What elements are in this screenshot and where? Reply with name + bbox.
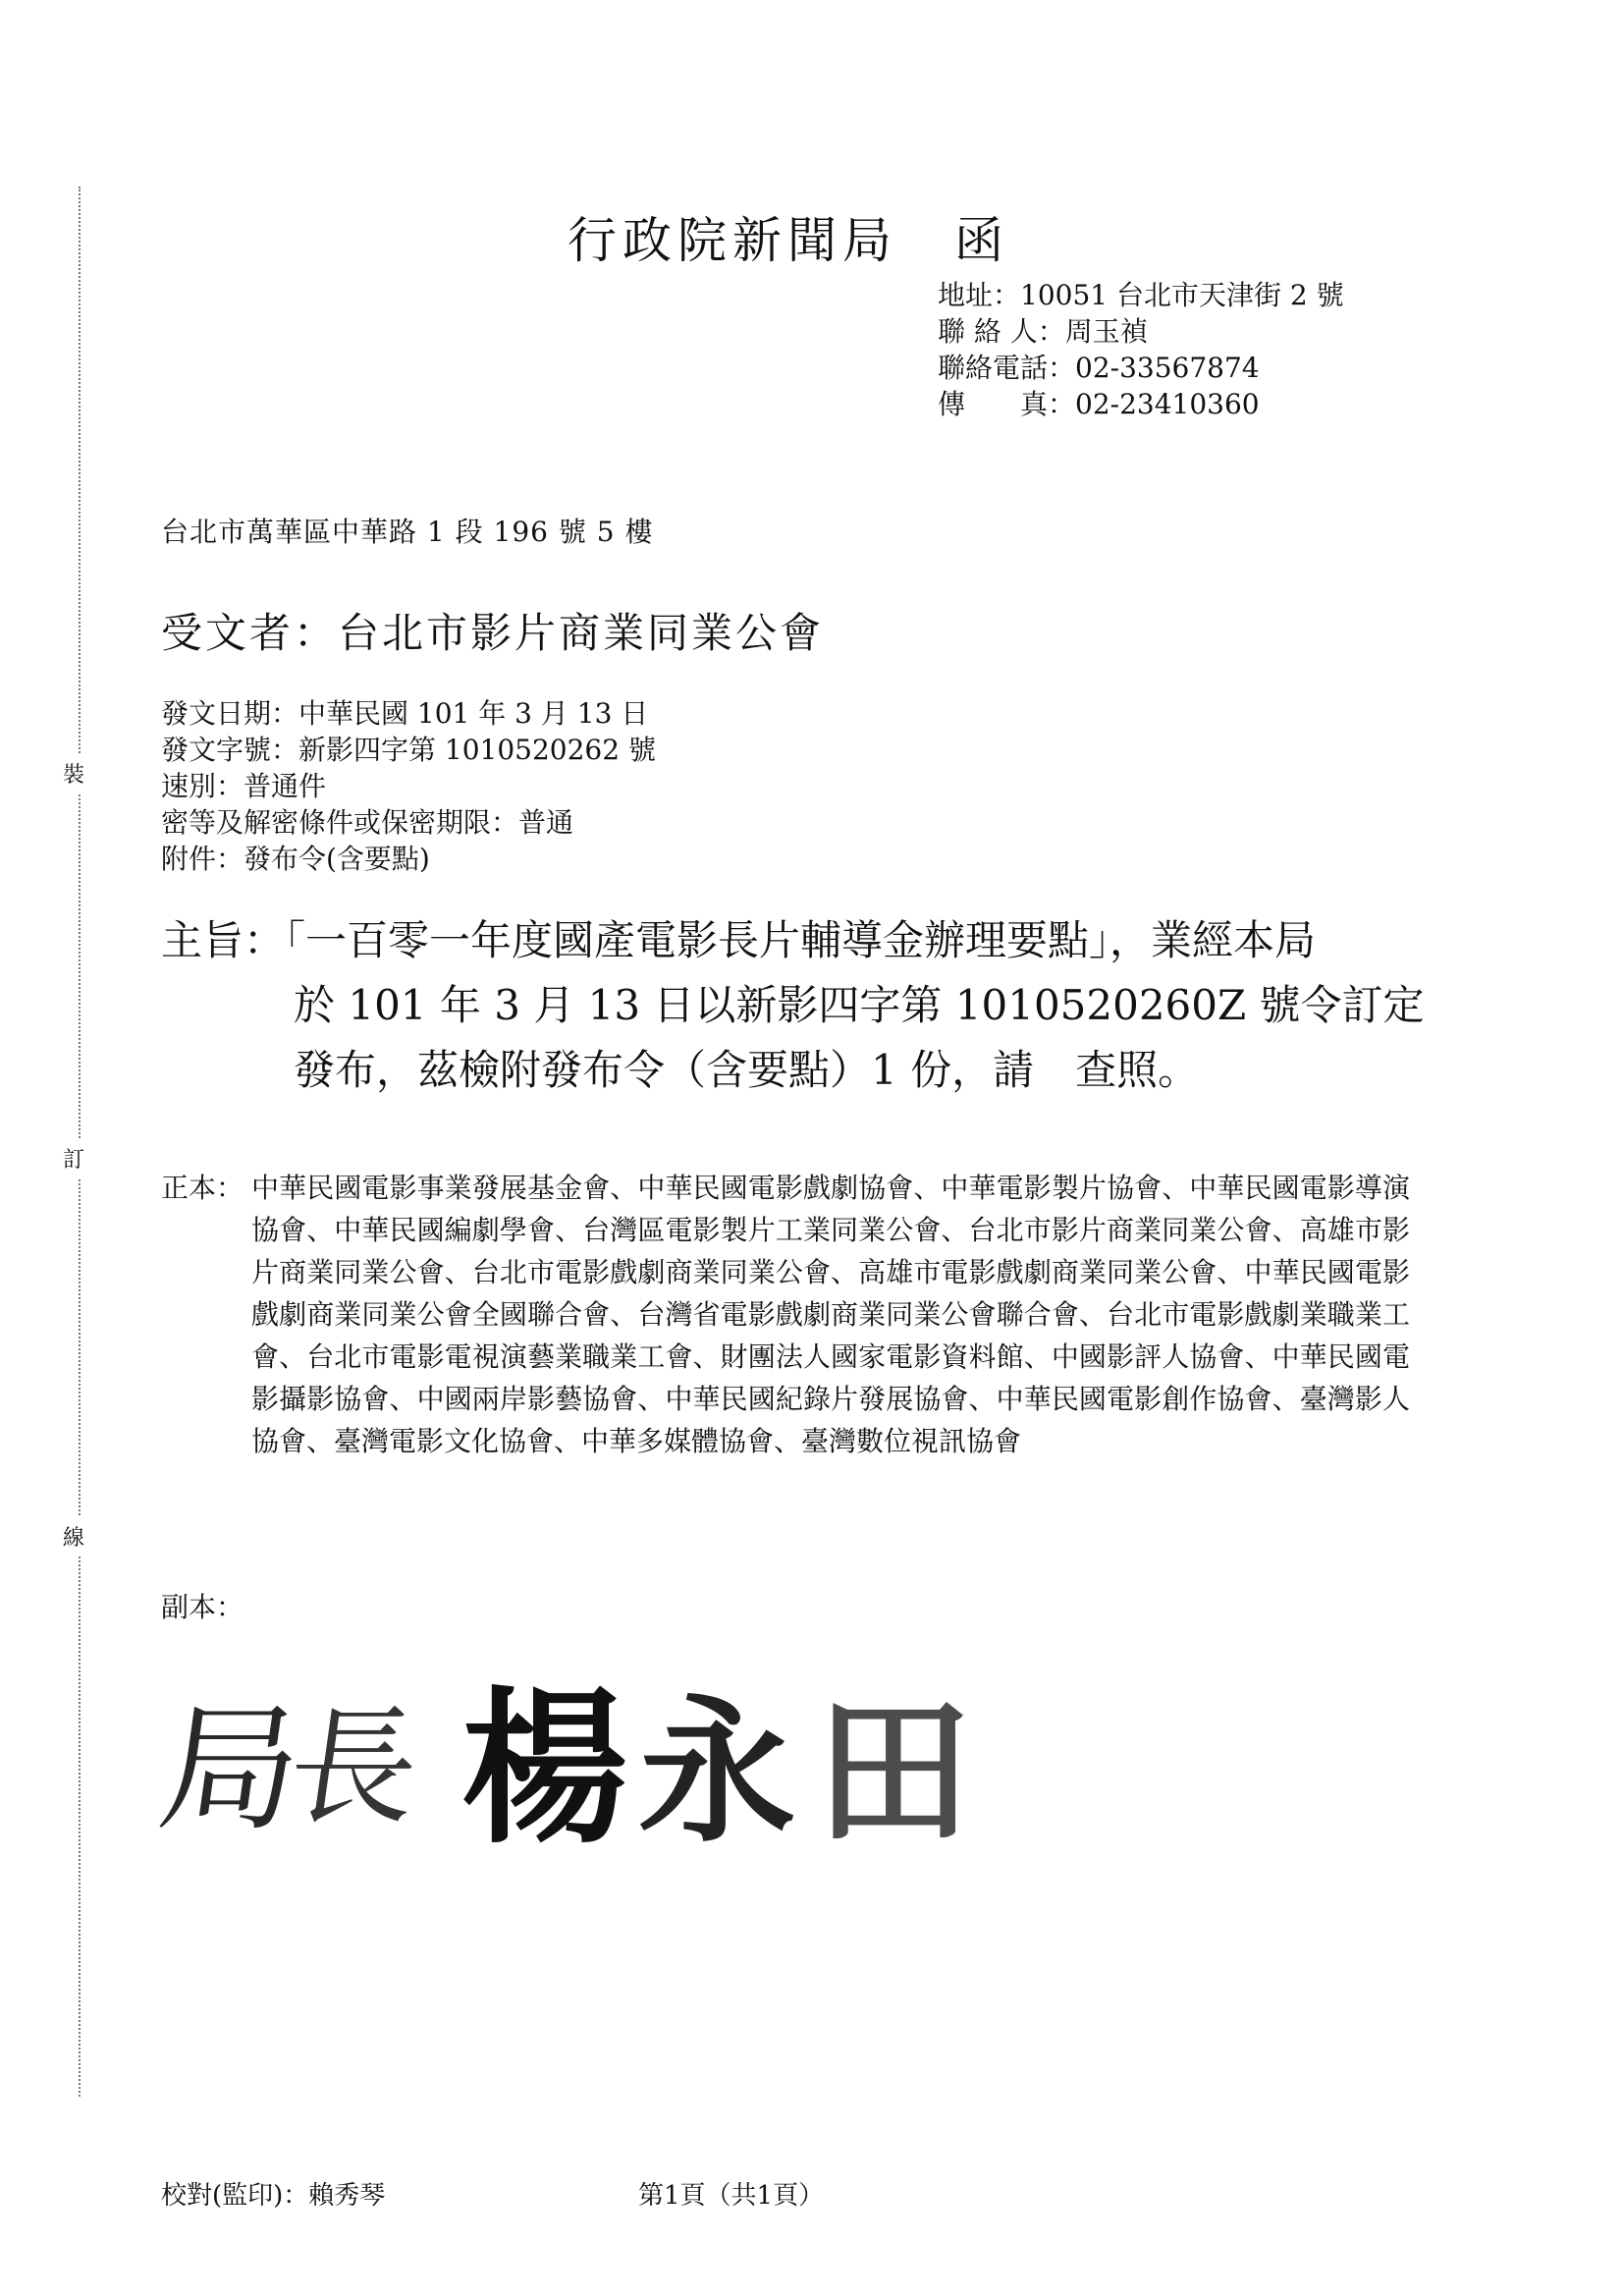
signature-image (150, 1665, 1021, 1867)
contact-person: 聯 絡 人：周玉禎 (938, 315, 1148, 348)
binding-mark-2: 訂 (63, 1139, 84, 1177)
svg-text:永: 永 (638, 1679, 796, 1864)
document-meta (161, 695, 656, 877)
subject-line-1: 主旨：「一百零一年度國產電影長片輔導金辦理要點」，業經本局 (161, 916, 1317, 964)
recipient-address: 台北市萬華區中華路 1 段 196 號 5 樓 (161, 516, 654, 548)
signature-stamp (150, 1665, 1021, 1867)
copy-label: 副本： (161, 1591, 244, 1623)
proofreader: 校對(監印)：賴秀琴 (161, 2181, 386, 2211)
contact-phone: 聯絡電話：02-33567874 (938, 352, 1260, 384)
delivery-speed: 速別：普通件 (161, 770, 327, 802)
svg-text:局: 局 (150, 1689, 311, 1850)
contact-address: 地址：10051 台北市天津街 2 號 (938, 279, 1344, 311)
svg-text:田: 田 (815, 1679, 973, 1864)
document-type: 函 (954, 212, 1009, 269)
contact-fax: 傳 真：02-23410360 (938, 388, 1260, 420)
distribution-list: 中華民國電影事業發展基金會、中華民國電影戲劇協會、中華電影製片協會、中華民國電影導演協會、中華民國編劇學會、台灣區電影製片工業同業公會、台北市影片商業同業公會、高雄市影片商業同業公會、台北市電影戲劇商業同業公會、高雄市電影戲劇商業同業公會、中華民國電影戲劇商業同業公會全國聯合會、台灣省電影戲劇商業同業公會聯合會、台北市電影戲劇業職業工會、台北市電影電視演藝業職業工會、財團法人國家電影資料館、中國影評人協會、中華民國電影攝影協會、中國兩岸影藝協會、中華民國紀錄片發展協會、中華民國電影創作協會、臺灣影人協會、臺灣電影文化協會、中華多媒體協會、臺灣數位視訊協會 (251, 1172, 1410, 1457)
attachment: 附件：發布令(含要點) (161, 843, 430, 875)
svg-text:楊: 楊 (461, 1670, 629, 1867)
binding-mark-3: 線 (63, 1517, 84, 1556)
distribution-label: 正本： (161, 1172, 244, 1204)
secrecy-level: 密等及解密條件或保密期限：普通 (161, 806, 574, 839)
contact-block (938, 277, 1344, 422)
subject-block (161, 908, 1425, 1103)
document-title (568, 201, 1009, 272)
agency-name: 行政院新聞局 (568, 212, 897, 269)
svg-text:長: 長 (279, 1693, 428, 1842)
binding-mark-1: 裝 (63, 754, 84, 793)
subject-line-2: 於 101 年 3 月 13 日以新影四字第 1010520260Z 號令訂定 (294, 981, 1425, 1029)
issue-number: 發文字號：新影四字第 1010520262 號 (161, 734, 656, 766)
subject-line-3: 發布，茲檢附發布令（含要點）1 份，請 查照。 (294, 1046, 1200, 1094)
issue-date: 發文日期：中華民國 101 年 3 月 13 日 (161, 697, 649, 730)
recipient: 受文者：台北市影片商業同業公會 (161, 609, 825, 657)
page-number: 第1頁（共1頁） (638, 2181, 825, 2211)
